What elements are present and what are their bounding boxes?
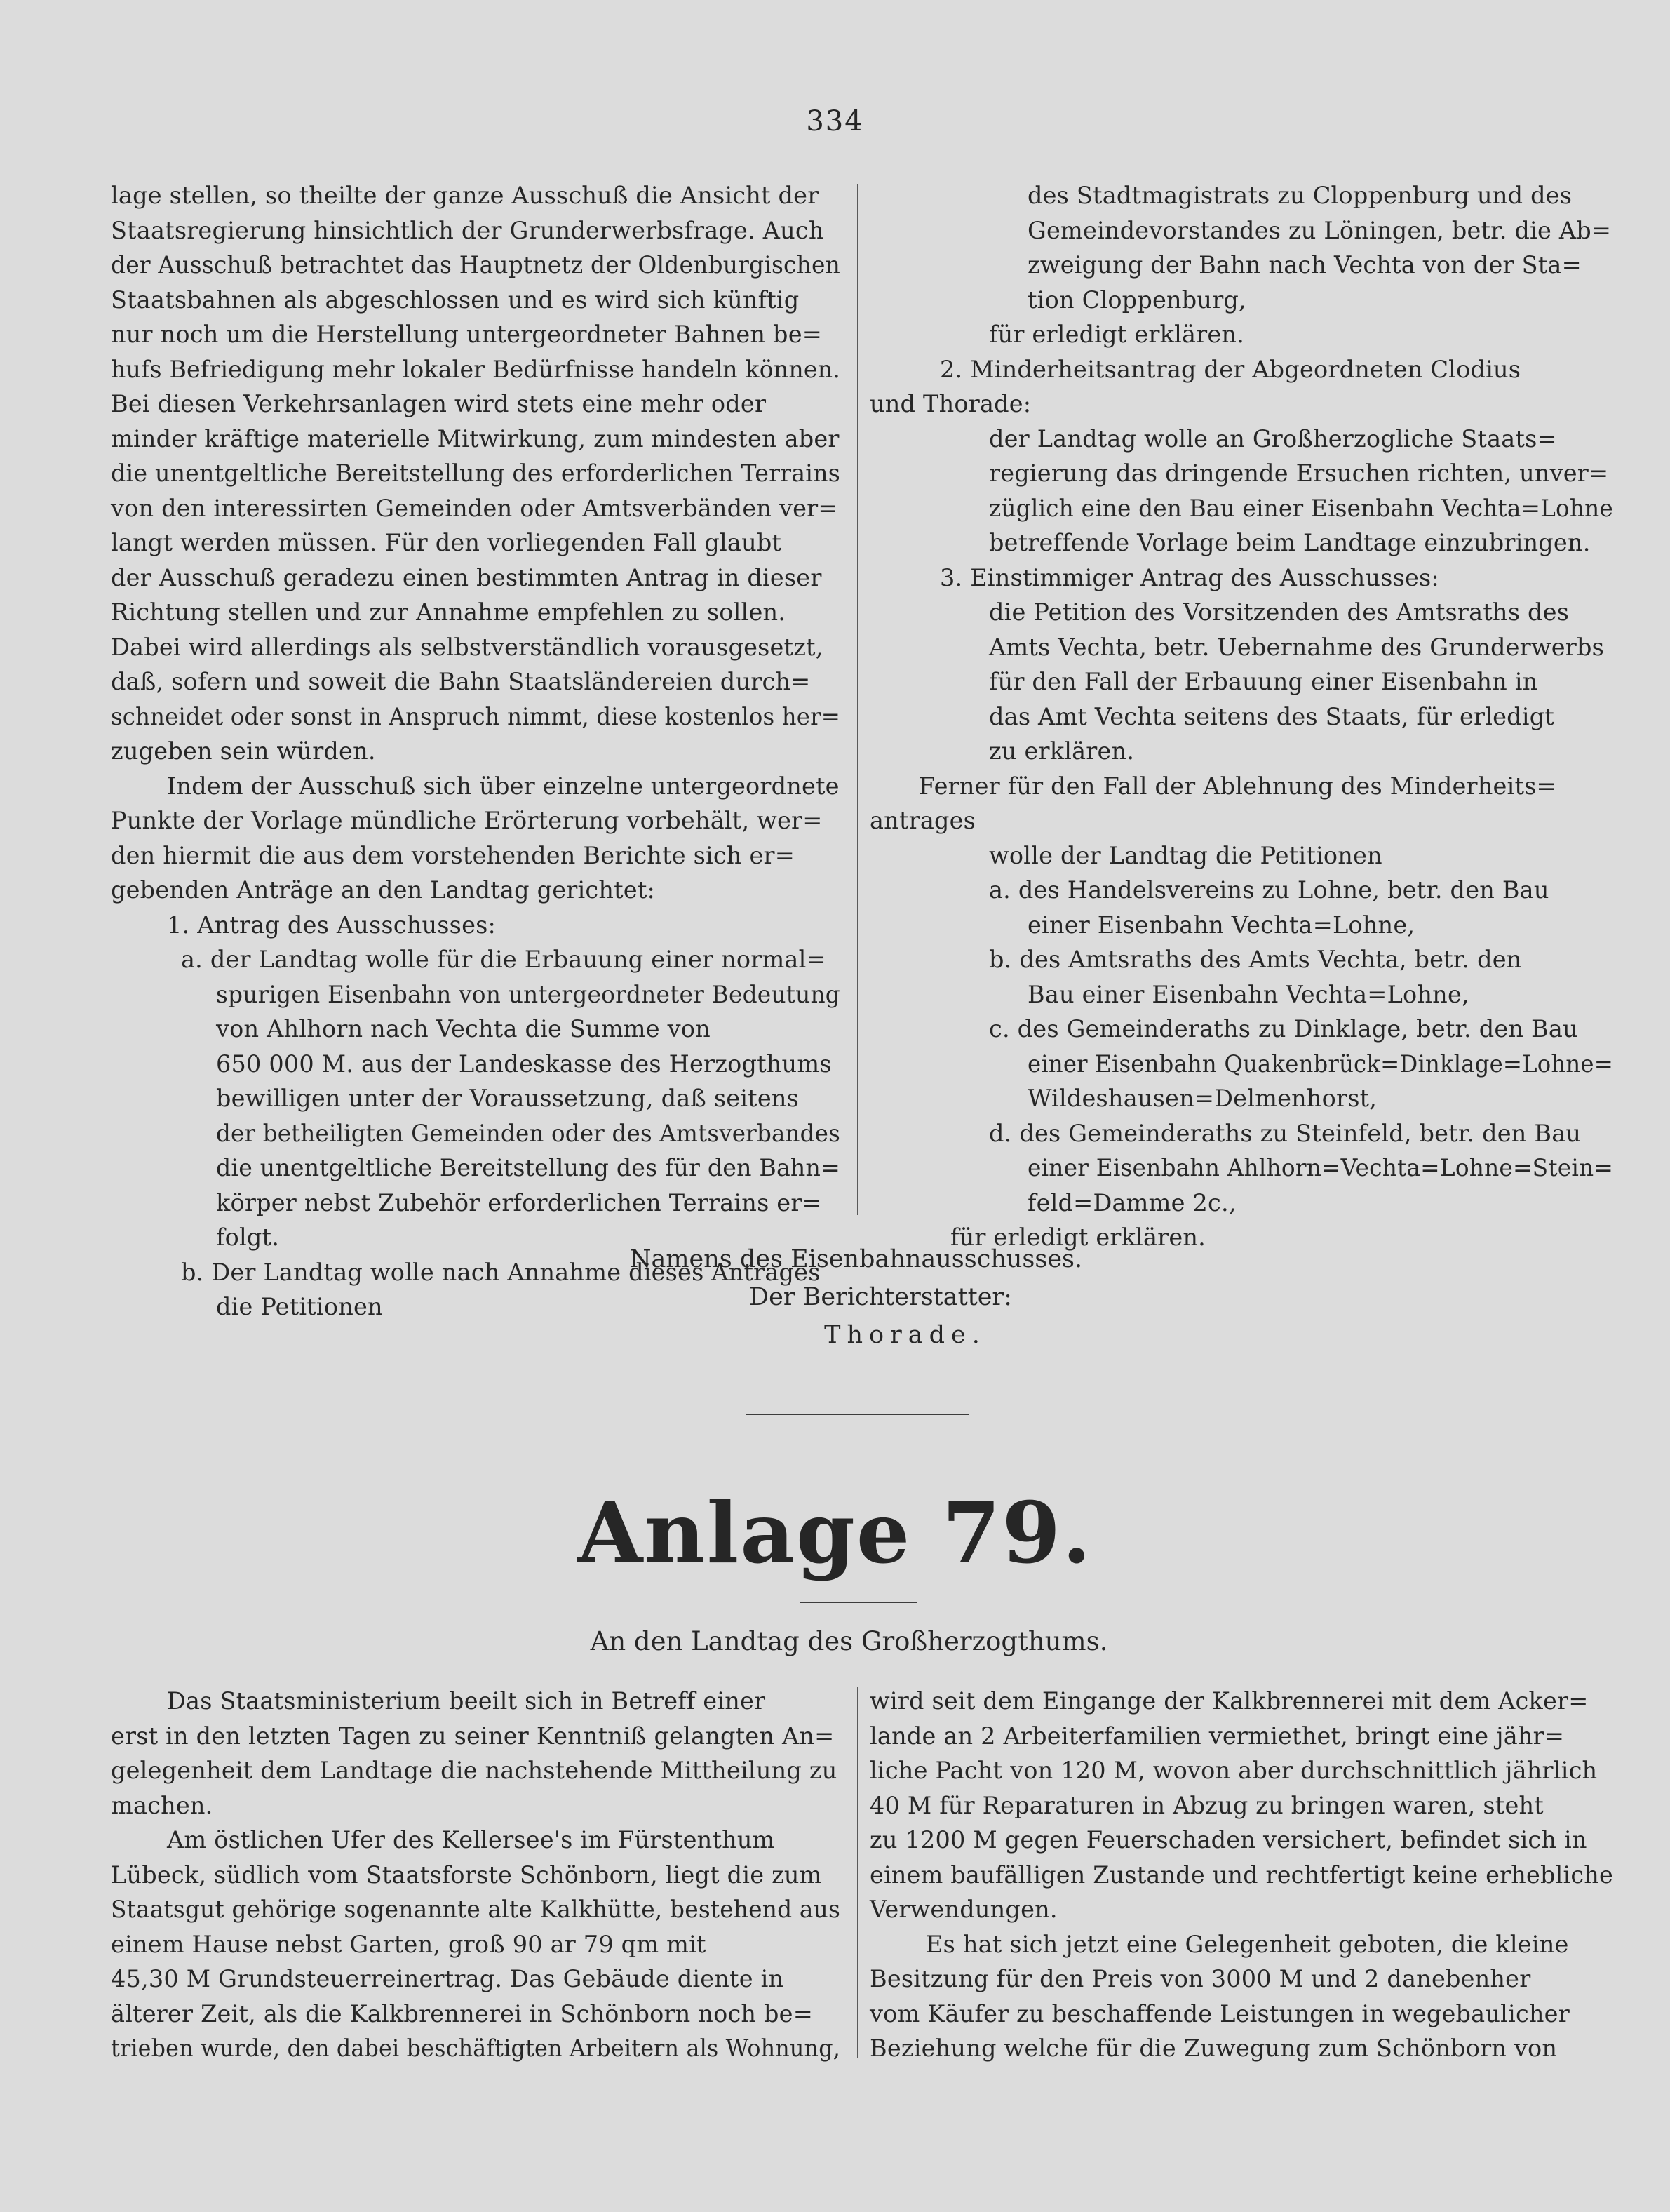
text-line: 40 M für Reparaturen in Abzug zu bringen waren, steht — [870, 1791, 1544, 1819]
text-line: machen. — [111, 1791, 213, 1819]
text-line: erst in den letzten Tagen zu seiner Kenntniß gelangten An= — [111, 1722, 835, 1750]
text-line: nur noch um die Herstellung untergeordneter Bahnen be= — [111, 321, 823, 348]
text-line: bewilligen unter der Voraussetzung, daß seitens — [216, 1085, 800, 1112]
address-heading: An den Landtag des Großherzogthums. — [590, 1626, 1108, 1656]
text-line: gebenden Anträge an den Landtag gerichtet: — [111, 876, 655, 904]
text-line: 45,30 M Grundsteuerreinertrag. Das Gebäude diente in — [111, 1965, 784, 1992]
text-line: 1. Antrag des Ausschusses: — [167, 911, 496, 939]
text-line: regierung das dringende Ersuchen richten, unver= — [989, 460, 1609, 487]
text-line: Bei diesen Verkehrsanlagen wird stets eine mehr oder — [111, 390, 767, 417]
text-line: Amts Vechta, betr. Uebernahme des Grunderwerbs — [989, 633, 1605, 661]
text-line: die Petition des Vorsitzenden des Amtsraths des — [989, 598, 1570, 626]
text-line: von den interessirten Gemeinden oder Amtsverbänden ver= — [111, 494, 838, 522]
text-line: für erledigt erklären. — [950, 1224, 1206, 1251]
signature-committee: Namens des Eisenbahnausschusses. — [629, 1245, 1083, 1273]
text-line: einem Hause nebst Garten, groß 90 ar 79 qm mit — [111, 1930, 706, 1958]
text-line: zu 1200 M gegen Feuerschaden versichert, befindet sich in — [870, 1826, 1587, 1854]
text-line: hufs Befriedigung mehr lokaler Bedürfnisse handeln können. — [111, 355, 840, 383]
text-line: lage stellen, so theilte der ganze Ausschuß die Ansicht der — [111, 182, 819, 209]
text-line: betreffende Vorlage beim Landtage einzubringen. — [989, 529, 1591, 556]
text-line: trieben wurde, den dabei beschäftigten Arbeitern als Wohnung, — [111, 2035, 840, 2062]
top-right-column — [870, 178, 1613, 1255]
text-line: zugeben sein würden. — [111, 737, 376, 765]
text-line: die unentgeltliche Bereitstellung des erforderlichen Terrains — [111, 460, 840, 487]
signature-name: Thorade. — [824, 1321, 986, 1349]
text-line: Ferner für den Fall der Ablehnung des Minderheits= — [919, 772, 1556, 800]
text-line: gelegenheit dem Landtage die nachstehende Mittheilung zu — [111, 1757, 837, 1784]
column-divider-bottom — [857, 1687, 858, 2058]
text-line: einer Eisenbahn Vechta=Lohne, — [1028, 911, 1415, 939]
text-line: Lübeck, südlich vom Staatsforste Schönborn, liegt die zum — [111, 1861, 822, 1889]
text-line: der Ausschuß geradezu einen bestimmten Antrag in dieser — [111, 563, 822, 591]
text-line: züglich eine den Bau einer Eisenbahn Vechta=Lohne — [989, 494, 1613, 522]
text-line: Gemeindevorstandes zu Löningen, betr. die Ab= — [1028, 216, 1612, 244]
text-line: das Amt Vechta seitens des Staats, für erledigt — [989, 702, 1555, 730]
text-line: 3. Einstimmiger Antrag des Ausschusses: — [940, 563, 1439, 591]
text-line: antrages — [870, 807, 976, 834]
top-left-column — [111, 178, 840, 1325]
text-line: zweigung der Bahn nach Vechta von der Sta= — [1028, 251, 1582, 279]
text-line: langt werden müssen. Für den vorliegenden Fall glaubt — [111, 529, 782, 556]
text-line: Staatsgut gehörige sogenannte alte Kalkhütte, bestehend aus — [111, 1896, 840, 1923]
text-line: Wildeshausen=Delmenhorst, — [1028, 1085, 1378, 1112]
text-line: Verwendungen. — [870, 1896, 1058, 1923]
text-line: daß, sofern und soweit die Bahn Staatsländereien durch= — [111, 668, 811, 695]
text-line: Das Staatsministerium beeilt sich in Betreff einer — [167, 1687, 766, 1715]
text-line: spurigen Eisenbahn von untergeordneter Bedeutung — [216, 980, 840, 1008]
text-line: älterer Zeit, als die Kalkbrennerei in Schönborn noch be= — [111, 1999, 813, 2027]
text-line: Richtung stellen und zur Annahme empfehlen zu sollen. — [111, 598, 786, 626]
text-line: 2. Minderheitsantrag der Abgeordneten Clodius — [940, 355, 1521, 383]
text-line: Punkte der Vorlage mündliche Erörterung vorbehält, wer= — [111, 807, 823, 834]
text-line: Bau einer Eisenbahn Vechta=Lohne, — [1028, 980, 1469, 1008]
text-line: wolle der Landtag die Petitionen — [989, 841, 1382, 869]
text-line: Besitzung für den Preis von 3000 M und 2 danebenher — [870, 1965, 1531, 1992]
separator-rule — [746, 1414, 969, 1415]
text-line: den hiermit die aus dem vorstehenden Berichte sich er= — [111, 841, 795, 869]
text-line: liche Pacht von 120 M, wovon aber durchschnittlich jährlich — [870, 1757, 1598, 1784]
text-line: Am östlichen Ufer des Kellersee's im Fürstenthum — [167, 1826, 775, 1854]
text-line: b. des Amtsraths des Amts Vechta, betr. den — [989, 946, 1522, 973]
text-line: einer Eisenbahn Ahlhorn=Vechta=Lohne=Stein= — [1028, 1154, 1613, 1181]
text-line: 650 000 M. aus der Landeskasse des Herzogthums — [216, 1050, 832, 1078]
text-line: lande an 2 Arbeiterfamilien vermiethet, bringt eine jähr= — [870, 1722, 1565, 1750]
text-line: Dabei wird allerdings als selbstverständlich vorausgesetzt, — [111, 633, 823, 661]
text-line: feld=Damme 2c., — [1028, 1188, 1237, 1216]
text-line: Staatsregierung hinsichtlich der Grunderwerbsfrage. Auch — [111, 216, 824, 244]
text-line: körper nebst Zubehör erforderlichen Terrains er= — [216, 1188, 822, 1216]
text-line: einem baufälligen Zustande und rechtfertigt keine erhebliche — [870, 1861, 1613, 1889]
text-line: schneidet oder sonst in Anspruch nimmt, diese kostenlos her= — [111, 702, 840, 730]
text-line: folgt. — [216, 1224, 280, 1251]
text-line: der Landtag wolle an Großherzogliche Staats= — [989, 424, 1557, 453]
bottom-left-column — [111, 1684, 840, 2066]
text-line: c. des Gemeinderaths zu Dinklage, betr. den Bau — [989, 1015, 1578, 1043]
text-line: zu erklären. — [989, 737, 1135, 765]
text-line: die Petitionen — [216, 1293, 383, 1320]
text-line: einer Eisenbahn Quakenbrück=Dinklage=Lohne= — [1028, 1050, 1613, 1078]
title-underline — [800, 1602, 917, 1603]
text-line: Staatsbahnen als abgeschlossen und es wird sich künftig — [111, 286, 800, 314]
text-line: der betheiligten Gemeinden oder des Amtsverbandes — [216, 1119, 840, 1147]
text-line: für erledigt erklären. — [989, 321, 1245, 348]
text-line: vom Käufer zu beschaffende Leistungen in wegebaulicher — [870, 1999, 1570, 2027]
signature-role: Der Berichterstatter: — [749, 1283, 1012, 1311]
text-line: und Thorade: — [870, 390, 1032, 417]
page-title: Anlage 79. — [577, 1484, 1093, 1583]
text-line: b. Der Landtag wolle nach Annahme dieses Antrages — [181, 1258, 821, 1286]
text-line: d. des Gemeinderaths zu Steinfeld, betr. den Bau — [989, 1119, 1582, 1147]
text-line: von Ahlhorn nach Vechta die Summe von — [216, 1015, 711, 1043]
text-line: minder kräftige materielle Mitwirkung, zum mindesten aber — [111, 424, 840, 453]
text-line: tion Cloppenburg, — [1028, 286, 1246, 314]
text-line: für den Fall der Erbauung einer Eisenbahn in — [989, 668, 1538, 695]
text-line: des Stadtmagistrats zu Cloppenburg und des — [1028, 182, 1573, 209]
text-line: a. des Handelsvereins zu Lohne, betr. den Bau — [989, 876, 1549, 904]
text-line: a. der Landtag wolle für die Erbauung einer normal= — [181, 946, 826, 973]
text-line: die unentgeltliche Bereitstellung des für den Bahn= — [216, 1154, 840, 1181]
text-line: der Ausschuß betrachtet das Hauptnetz der Oldenburgischen — [111, 251, 840, 279]
column-divider-top — [857, 184, 858, 1215]
text-line: Es hat sich jetzt eine Gelegenheit geboten, die kleine — [926, 1930, 1569, 1958]
page-number: 334 — [806, 105, 864, 138]
text-line: Indem der Ausschuß sich über einzelne untergeordnete — [167, 772, 840, 800]
bottom-right-column — [870, 1684, 1613, 2066]
text-line: wird seit dem Eingange der Kalkbrennerei mit dem Acker= — [870, 1687, 1589, 1715]
text-line: Beziehung welche für die Zuwegung zum Schönborn von — [870, 2035, 1558, 2062]
